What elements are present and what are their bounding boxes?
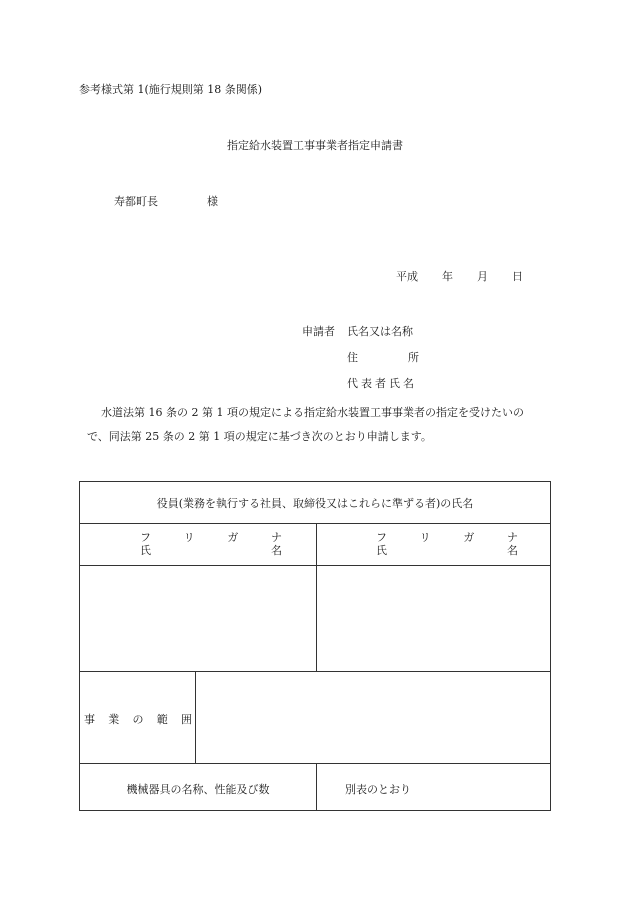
- addressee-name: 寿都町長: [114, 195, 158, 208]
- scope-char: 範: [156, 713, 168, 726]
- business-scope-label: [84, 711, 192, 727]
- address-char: 所: [408, 351, 419, 364]
- table-rule: [80, 671, 550, 672]
- address-char: 住: [347, 351, 358, 364]
- name-char: 名: [271, 544, 282, 557]
- name-label: [140, 542, 282, 558]
- document-title: 指定給水装置工事事業者指定申請書: [227, 139, 403, 152]
- furigana-char: ガ: [227, 531, 239, 544]
- date-line: [396, 268, 523, 284]
- furigana-char: リ: [419, 531, 431, 544]
- table-rule: [316, 763, 317, 811]
- name-label: [376, 542, 518, 558]
- furigana-char: ガ: [463, 531, 475, 544]
- table-rule: [80, 565, 550, 566]
- furigana-char: フ: [140, 531, 151, 544]
- scope-char: 業: [108, 713, 120, 726]
- date-year: 年: [442, 270, 453, 283]
- application-table: [79, 481, 551, 811]
- equipment-value: 別表のとおり: [345, 783, 411, 796]
- date-month: 月: [477, 270, 488, 283]
- table-rule: [80, 763, 550, 764]
- name-char: 名: [507, 544, 518, 557]
- name-char: 氏: [140, 544, 151, 557]
- furigana-char: ナ: [506, 531, 518, 544]
- applicant-label: 申請者: [302, 325, 335, 338]
- equipment-label: 機械器具の名称、性能及び数: [126, 783, 270, 796]
- addressee-suffix: 様: [207, 195, 218, 208]
- scope-char: 事: [84, 713, 95, 726]
- table-rule: [316, 523, 317, 671]
- table-rule: [195, 671, 196, 763]
- furigana-char: フ: [376, 531, 387, 544]
- furigana-char: ナ: [270, 531, 282, 544]
- officers-header: 役員(業務を執行する社員、取締役又はこれらに準ずる者)の氏名: [156, 497, 474, 510]
- body-text-line: で、同法第 25 条の 2 第 1 項の規定に基づき次のとおり申請します。: [87, 430, 432, 443]
- body-text-line: 水道法第 16 条の 2 第 1 項の規定による指定給水装置工事事業者の指定を受けたいの: [101, 406, 524, 419]
- applicant-address-label: [347, 349, 419, 365]
- reference-form-number: 参考様式第 1(施行規則第 18 条関係): [79, 83, 263, 96]
- name-char: 氏: [376, 544, 387, 557]
- table-rule: [80, 523, 550, 524]
- furigana-char: リ: [183, 531, 195, 544]
- representative-name-label: 代表者氏名: [347, 377, 417, 390]
- applicant-name-label: 氏名又は名称: [347, 325, 413, 338]
- date-era: 平成: [396, 270, 418, 283]
- scope-char: の: [132, 713, 144, 726]
- date-day: 日: [512, 270, 523, 283]
- scope-char: 囲: [181, 713, 192, 726]
